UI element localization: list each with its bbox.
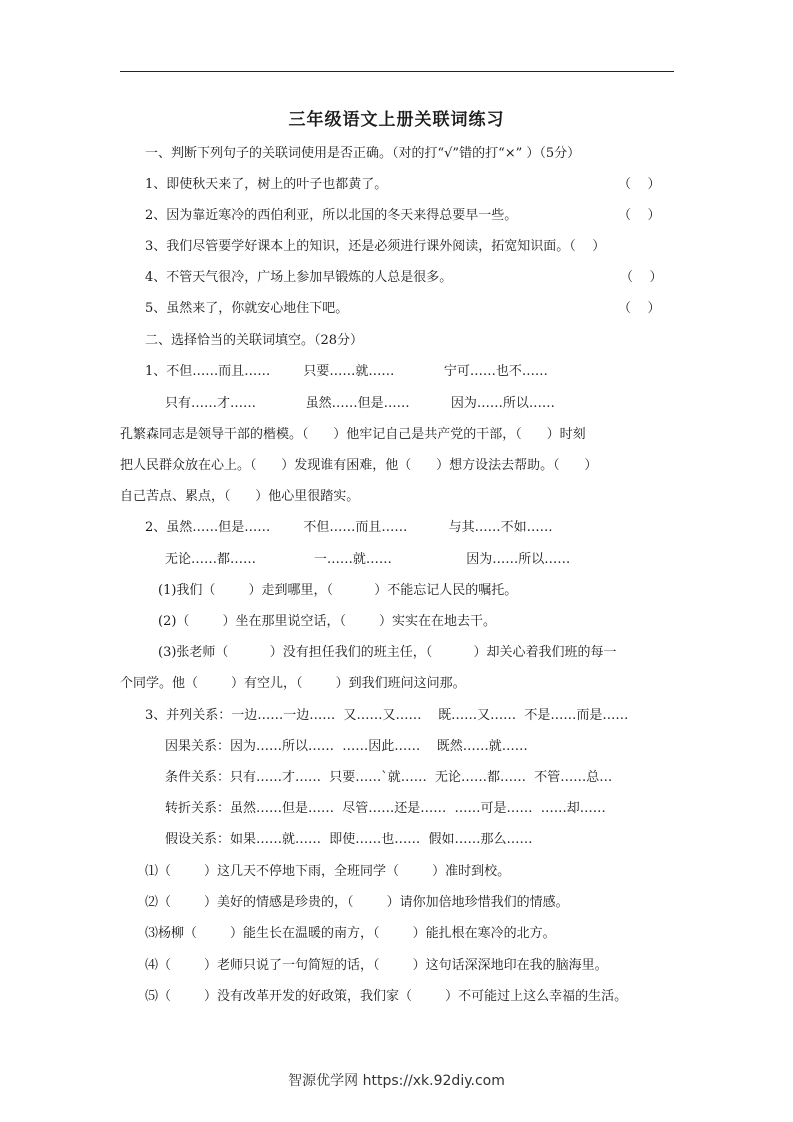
answer-blank[interactable]: （ ） <box>620 270 663 285</box>
answer-blank[interactable]: （ ） <box>618 177 661 192</box>
fill-blank-line: (1)我们（ ）走到哪里，（ ）不能忘记人民的嘱托。 <box>158 583 518 598</box>
answer-blank[interactable]: （ ） <box>618 301 661 316</box>
word-bank-line: 无论……都…… 一……就…… 因为……所以…… <box>165 552 571 567</box>
footer-watermark: 智源优学网 https://xk.92diy.com <box>288 1073 505 1089</box>
word-bank-line: 1、不但……而且…… 只要……就…… 宁可……也不…… <box>145 364 548 379</box>
relation-line: 转折关系：虽然……但是…… 尽管……还是…… ……可是…… ……却…… <box>165 801 606 816</box>
fill-blank-line: ⑶杨柳（ ）能生长在温暖的南方，（ ）能扎根在寒冷的北方。 <box>145 926 556 941</box>
question-line: 2、因为靠近寒冷的西伯利亚，所以北国的冬天来得总要早一些。 <box>145 208 518 223</box>
fill-blank-line: 个同学。他（ ）有空儿，（ ）到我们班问这问那。 <box>120 676 466 691</box>
relation-line: 条件关系：只有……才…… 只要……`就…… 无论……都…… 不管……总… <box>165 770 613 785</box>
header-rule <box>120 71 674 72</box>
question-line: 1、即使秋天来了，树上的叶子也都黄了。 <box>145 177 388 192</box>
word-bank-line: 只有……才…… 虽然……但是…… 因为……所以…… <box>165 396 555 411</box>
word-bank-line: 2、虽然……但是…… 不但……而且…… 与其……不如…… <box>145 520 553 535</box>
relation-line: 因果关系：因为……所以…… ……因此…… 既然……就…… <box>165 739 528 754</box>
answer-blank[interactable]: （ ） <box>618 208 661 223</box>
fill-blank-line: ⑸（ ）没有改革开发的好政策，我们家（ ）不可能过上这么幸福的生活。 <box>145 989 628 1004</box>
relation-line: 3、并列关系：一边……一边…… 又……又…… 既……又…… 不是……而是…… <box>145 708 629 723</box>
page-title: 三年级语文上册关联词练习 <box>288 110 505 130</box>
question-line: 4、不管天气很冷，广场上参加早锻炼的人总是很多。 <box>145 270 453 285</box>
fill-blank-line: ⑵（ ）美好的情感是珍贵的，（ ）请你加倍地珍惜我们的情感。 <box>145 895 569 910</box>
paragraph-line: 孔繁森同志是领导干部的楷模。（ ）他牢记自己是共产党的干部，（ ）时刻 <box>120 427 586 442</box>
section-1-heading: 一、判断下列句子的关联词使用是否正确。（对的打“√”错的打“×” ）（5分） <box>145 146 581 161</box>
fill-blank-line: ⑷（ ）老师只说了一句简短的话，（ ）这句话深深地印在我的脑海里。 <box>145 958 608 973</box>
question-line: 3、我们尽管要学好课本上的知识，还是必须进行课外阅读，拓宽知识面。（ ） <box>145 239 606 254</box>
question-line: 5、虽然来了，你就安心地住下吧。 <box>145 301 349 316</box>
fill-blank-line: (2)（ ）坐在那里说空话，（ ）实实在在地去干。 <box>158 614 497 629</box>
paragraph-line: 自己苦点、累点，（ ）他心里很踏实。 <box>120 489 360 504</box>
paragraph-line: 把人民群众放在心上。（ ）发现谁有困难，他（ ）想方设法去帮助。（ ） <box>120 458 598 473</box>
section-2-heading: 二、选择恰当的关联词填空。（28分） <box>145 333 364 348</box>
fill-blank-line: (3)张老师（ ）没有担任我们的班主任，（ ）却关心着我们班的每一 <box>158 645 617 660</box>
fill-blank-line: ⑴（ ）这几天不停地下雨，全班同学（ ）准时到校。 <box>145 864 511 879</box>
relation-line: 假设关系：如果……就…… 即使……也…… 假如……那么…… <box>165 832 533 847</box>
